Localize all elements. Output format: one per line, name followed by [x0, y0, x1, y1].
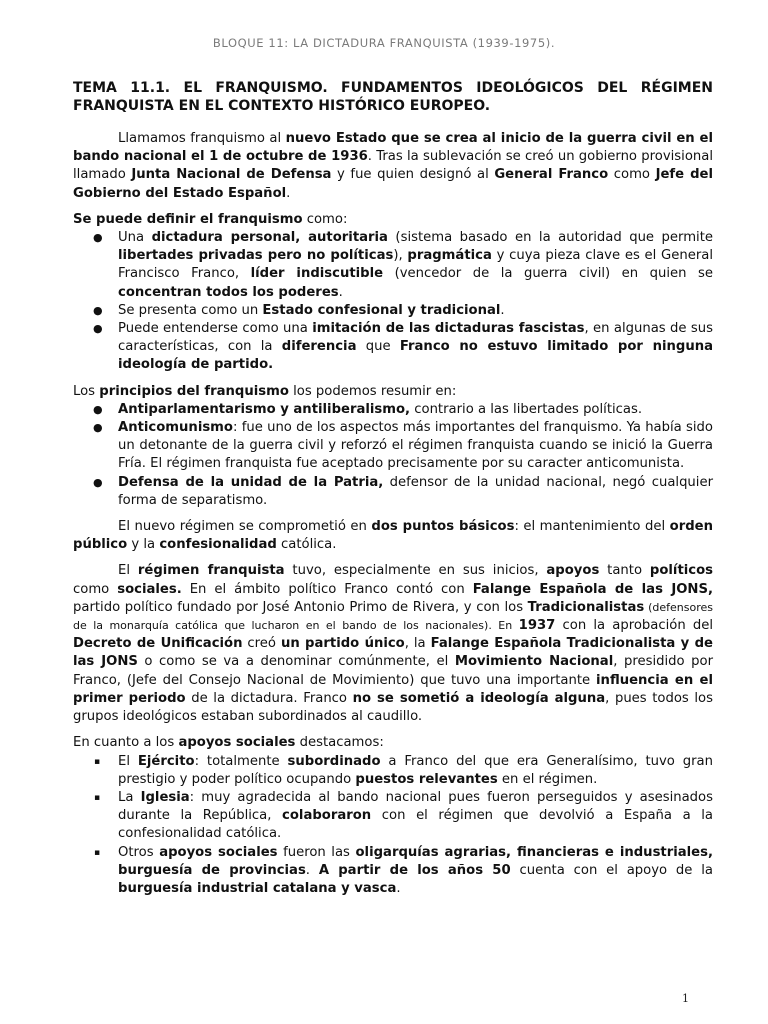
definition-list — [73, 229, 713, 375]
paragraph-basic-points: El nuevo régimen se comprometió en dos puntos básicos: el mantenimiento del orden público y la confesionalidad católica. — [73, 519, 713, 553]
list-item: ● Se presenta como un Estado confesional y tradicional. — [73, 302, 713, 320]
list-item: ▪ El Ejército: totalmente subordinado a Franco del que era Generalísimo, tuvo gran prestigio y poder político ocupando puestos relevantes en el régimen. — [94, 753, 713, 787]
page-number: 1 — [682, 992, 689, 1005]
social-support-list — [73, 753, 713, 899]
list-item: ● Anticomunismo: fue uno de los aspectos más importantes del franquismo. Ya había sido un detonante de la guerra civil y reforzó el régimen franquista cuando se inició la Guerra Fría. El régimen franquista fue aceptado precisamente por su caracter anticomunista. — [93, 420, 713, 472]
bullet-icon: ● — [93, 402, 103, 416]
paragraph-intro: Llamamos franquismo al nuevo Estado que se crea al inicio de la guerra civil en el bando nacional el 1 de octubre de 1936. Tras la sublevación se creó un gobierno provisional llamado Junta Nacional de Defensa y fue quien designó al General Franco como Jefe del Gobierno del Estado Español. — [73, 131, 713, 201]
topic-title — [73, 79, 713, 115]
list-item: ▪ La Iglesia: muy agradecida al bando nacional pues fueron perseguidos y asesinados durante la República, colaboraron con el régimen que devolvió a España a la confesionalidad católica. — [94, 789, 713, 842]
topic-title-line2: FRANQUISTA EN EL CONTEXTO HISTÓRICO EUROPEO. — [73, 98, 491, 114]
bullet-icon: ● — [93, 475, 103, 489]
list-item: ● Puede entenderse como una imitación de las dictaduras fascistas, en algunas de sus características, con la diferencia que Franco no estuvo limitado por ninguna ideología de partido. — [93, 321, 713, 373]
principles-list — [73, 401, 713, 510]
bullet-icon: ● — [93, 322, 103, 336]
page-header: BLOQUE 11: LA DICTADURA FRANQUISTA (1939-1975). — [212, 36, 556, 50]
bullet-icon: ● — [93, 303, 103, 317]
list-item: ● Antiparlamentarismo y antiliberalismo, contrario a las libertades políticas. — [73, 401, 713, 419]
list-item: ● Defensa de la unidad de la Patria, defensor de la unidad nacional, negó cualquier forma de separatismo. — [93, 474, 713, 508]
square-bullet-icon: ▪ — [94, 756, 101, 767]
paragraph-principles: Los principios del franquismo los podemos resumir en: — [73, 383, 457, 399]
paragraph-social-support: En cuanto a los apoyos sociales destacamos: — [73, 735, 384, 751]
list-item: ▪ Otros apoyos sociales fueron las oligarquías agrarias, financieras e industriales, burguesía de provincias. A partir de los años 50 cuenta con el apoyo de la burguesía industrial catalana y vasca. — [94, 844, 713, 896]
square-bullet-icon: ▪ — [94, 847, 101, 858]
document-body — [73, 130, 713, 906]
topic-title-line1: TEMA 11.1. EL FRANQUISMO. FUNDAMENTOS IDEOLÓGICOS DEL RÉGIMEN — [73, 80, 713, 96]
paragraph-definition: Se puede definir el franquismo como: — [73, 211, 348, 227]
bullet-icon: ● — [93, 231, 103, 245]
square-bullet-icon: ▪ — [94, 792, 101, 803]
bullet-icon: ● — [93, 421, 103, 435]
list-item: ● Una dictadura personal, autoritaria (sistema basado en la autoridad que permite libertades privadas pero no políticas), pragmática y cuya pieza clave es el General Francisco Franco, líder indiscutible (vencedor de la guerra civil) en quien se concentran todos los poderes. — [93, 230, 713, 300]
paragraph-political-support: El régimen franquista tuvo, especialmente en sus inicios, apoyos tanto políticos como sociales. En el ámbito político Franco contó con Falange Española de las JONS, partido político fundado por José Antonio Primo de Rivera, y con los Tradicionalistas (defensores de la monarquía católica que lucharon en el bando de los nacionales). En 1937 con la aprobación del Decreto de Unificación creó un partido único, la Falange Española Tradicionalista y de las JONS o como se va a denominar comúnmente, el Movimiento Nacional, presidido por Franco, (Jefe del Consejo Nacional de Movimiento) que tuvo una importante influencia en el primer periodo de la dictadura. Franco no se sometió a ideología alguna, pues todos los grupos ideológicos estaban subordinados al caudillo. — [73, 563, 714, 725]
